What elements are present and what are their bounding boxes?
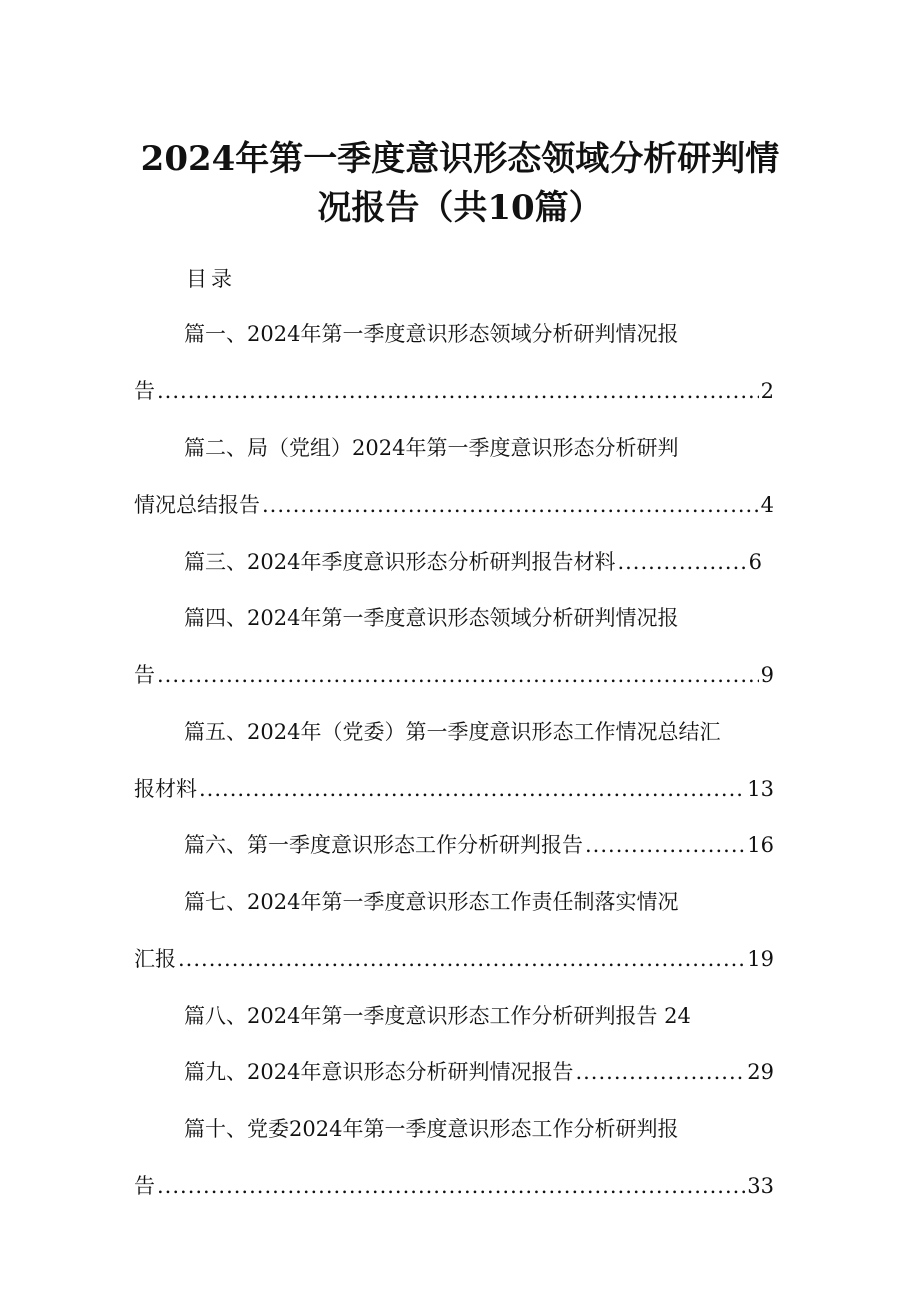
- toc-entry-text: 篇六、第一季度意识形态工作分析研判报告: [184, 833, 583, 857]
- toc-entry-text: 告: [134, 1174, 155, 1198]
- toc-leader-dots: [178, 944, 745, 974]
- toc-entry-4-title[interactable]: 篇四、2024年第一季度意识形态领域分析研判情况报: [184, 606, 679, 630]
- toc-leader-dots: [157, 660, 759, 690]
- toc-page-number: 13: [747, 777, 774, 801]
- toc-entry-5-continuation[interactable]: [134, 774, 774, 804]
- toc-entry-3[interactable]: [184, 547, 762, 577]
- toc-entry-text: 告: [134, 379, 155, 403]
- toc-leader-dots: [157, 376, 759, 406]
- toc-entry-8[interactable]: 篇八、2024年第一季度意识形态工作分析研判报告 24: [184, 1004, 691, 1028]
- toc-entry-4-continuation[interactable]: [134, 660, 774, 690]
- toc-entry-9[interactable]: [184, 1057, 774, 1087]
- toc-entry-10-title[interactable]: 篇十、党委2024年第一季度意识形态工作分析研判报: [184, 1117, 679, 1141]
- toc-page-number: 29: [747, 1060, 774, 1084]
- toc-page-number: 19: [747, 947, 774, 971]
- toc-entry-6[interactable]: [184, 830, 774, 860]
- toc-leader-dots: [585, 830, 745, 860]
- document-title-line-1: 2024年第一季度意识形态领域分析研判情: [140, 139, 780, 179]
- toc-page-number: 2: [760, 379, 774, 403]
- toc-entry-7-title[interactable]: 篇七、2024年第一季度意识形态工作责任制落实情况: [184, 890, 679, 914]
- toc-entry-text: 篇九、2024年意识形态分析研判情况报告: [184, 1060, 574, 1084]
- toc-entry-1-title[interactable]: 篇一、2024年第一季度意识形态领域分析研判情况报: [184, 322, 679, 346]
- toc-entry-10-continuation[interactable]: [134, 1171, 774, 1201]
- toc-leader-dots: [617, 547, 746, 577]
- toc-entry-7-continuation[interactable]: [134, 944, 774, 974]
- toc-page-number: 6: [748, 550, 762, 574]
- toc-leader-dots: [157, 1171, 745, 1201]
- toc-entry-text: 篇三、2024年季度意识形态分析研判报告材料: [184, 550, 616, 574]
- toc-page-number: 33: [747, 1174, 774, 1198]
- toc-page-number: 4: [760, 493, 774, 517]
- toc-entry-5-title[interactable]: 篇五、2024年（党委）第一季度意识形态工作情况总结汇: [184, 720, 721, 744]
- toc-leader-dots: [575, 1057, 745, 1087]
- toc-entry-1-continuation[interactable]: [134, 376, 774, 406]
- toc-entry-text: 告: [134, 663, 155, 687]
- toc-entry-text: 汇报: [134, 947, 176, 971]
- toc-entry-text: 情况总结报告: [134, 493, 260, 517]
- toc-entry-2-continuation[interactable]: [134, 490, 774, 520]
- toc-page-number: 16: [747, 833, 774, 857]
- toc-leader-dots: [199, 774, 745, 804]
- document-title-line-2: 况报告（共10篇）: [317, 188, 603, 228]
- toc-entry-text: 报材料: [134, 777, 197, 801]
- toc-entry-2-title[interactable]: 篇二、局（党组）2024年第一季度意识形态分析研判: [184, 436, 679, 460]
- toc-leader-dots: [262, 490, 759, 520]
- toc-page-number: 9: [760, 663, 774, 687]
- toc-heading: 目录: [186, 267, 236, 291]
